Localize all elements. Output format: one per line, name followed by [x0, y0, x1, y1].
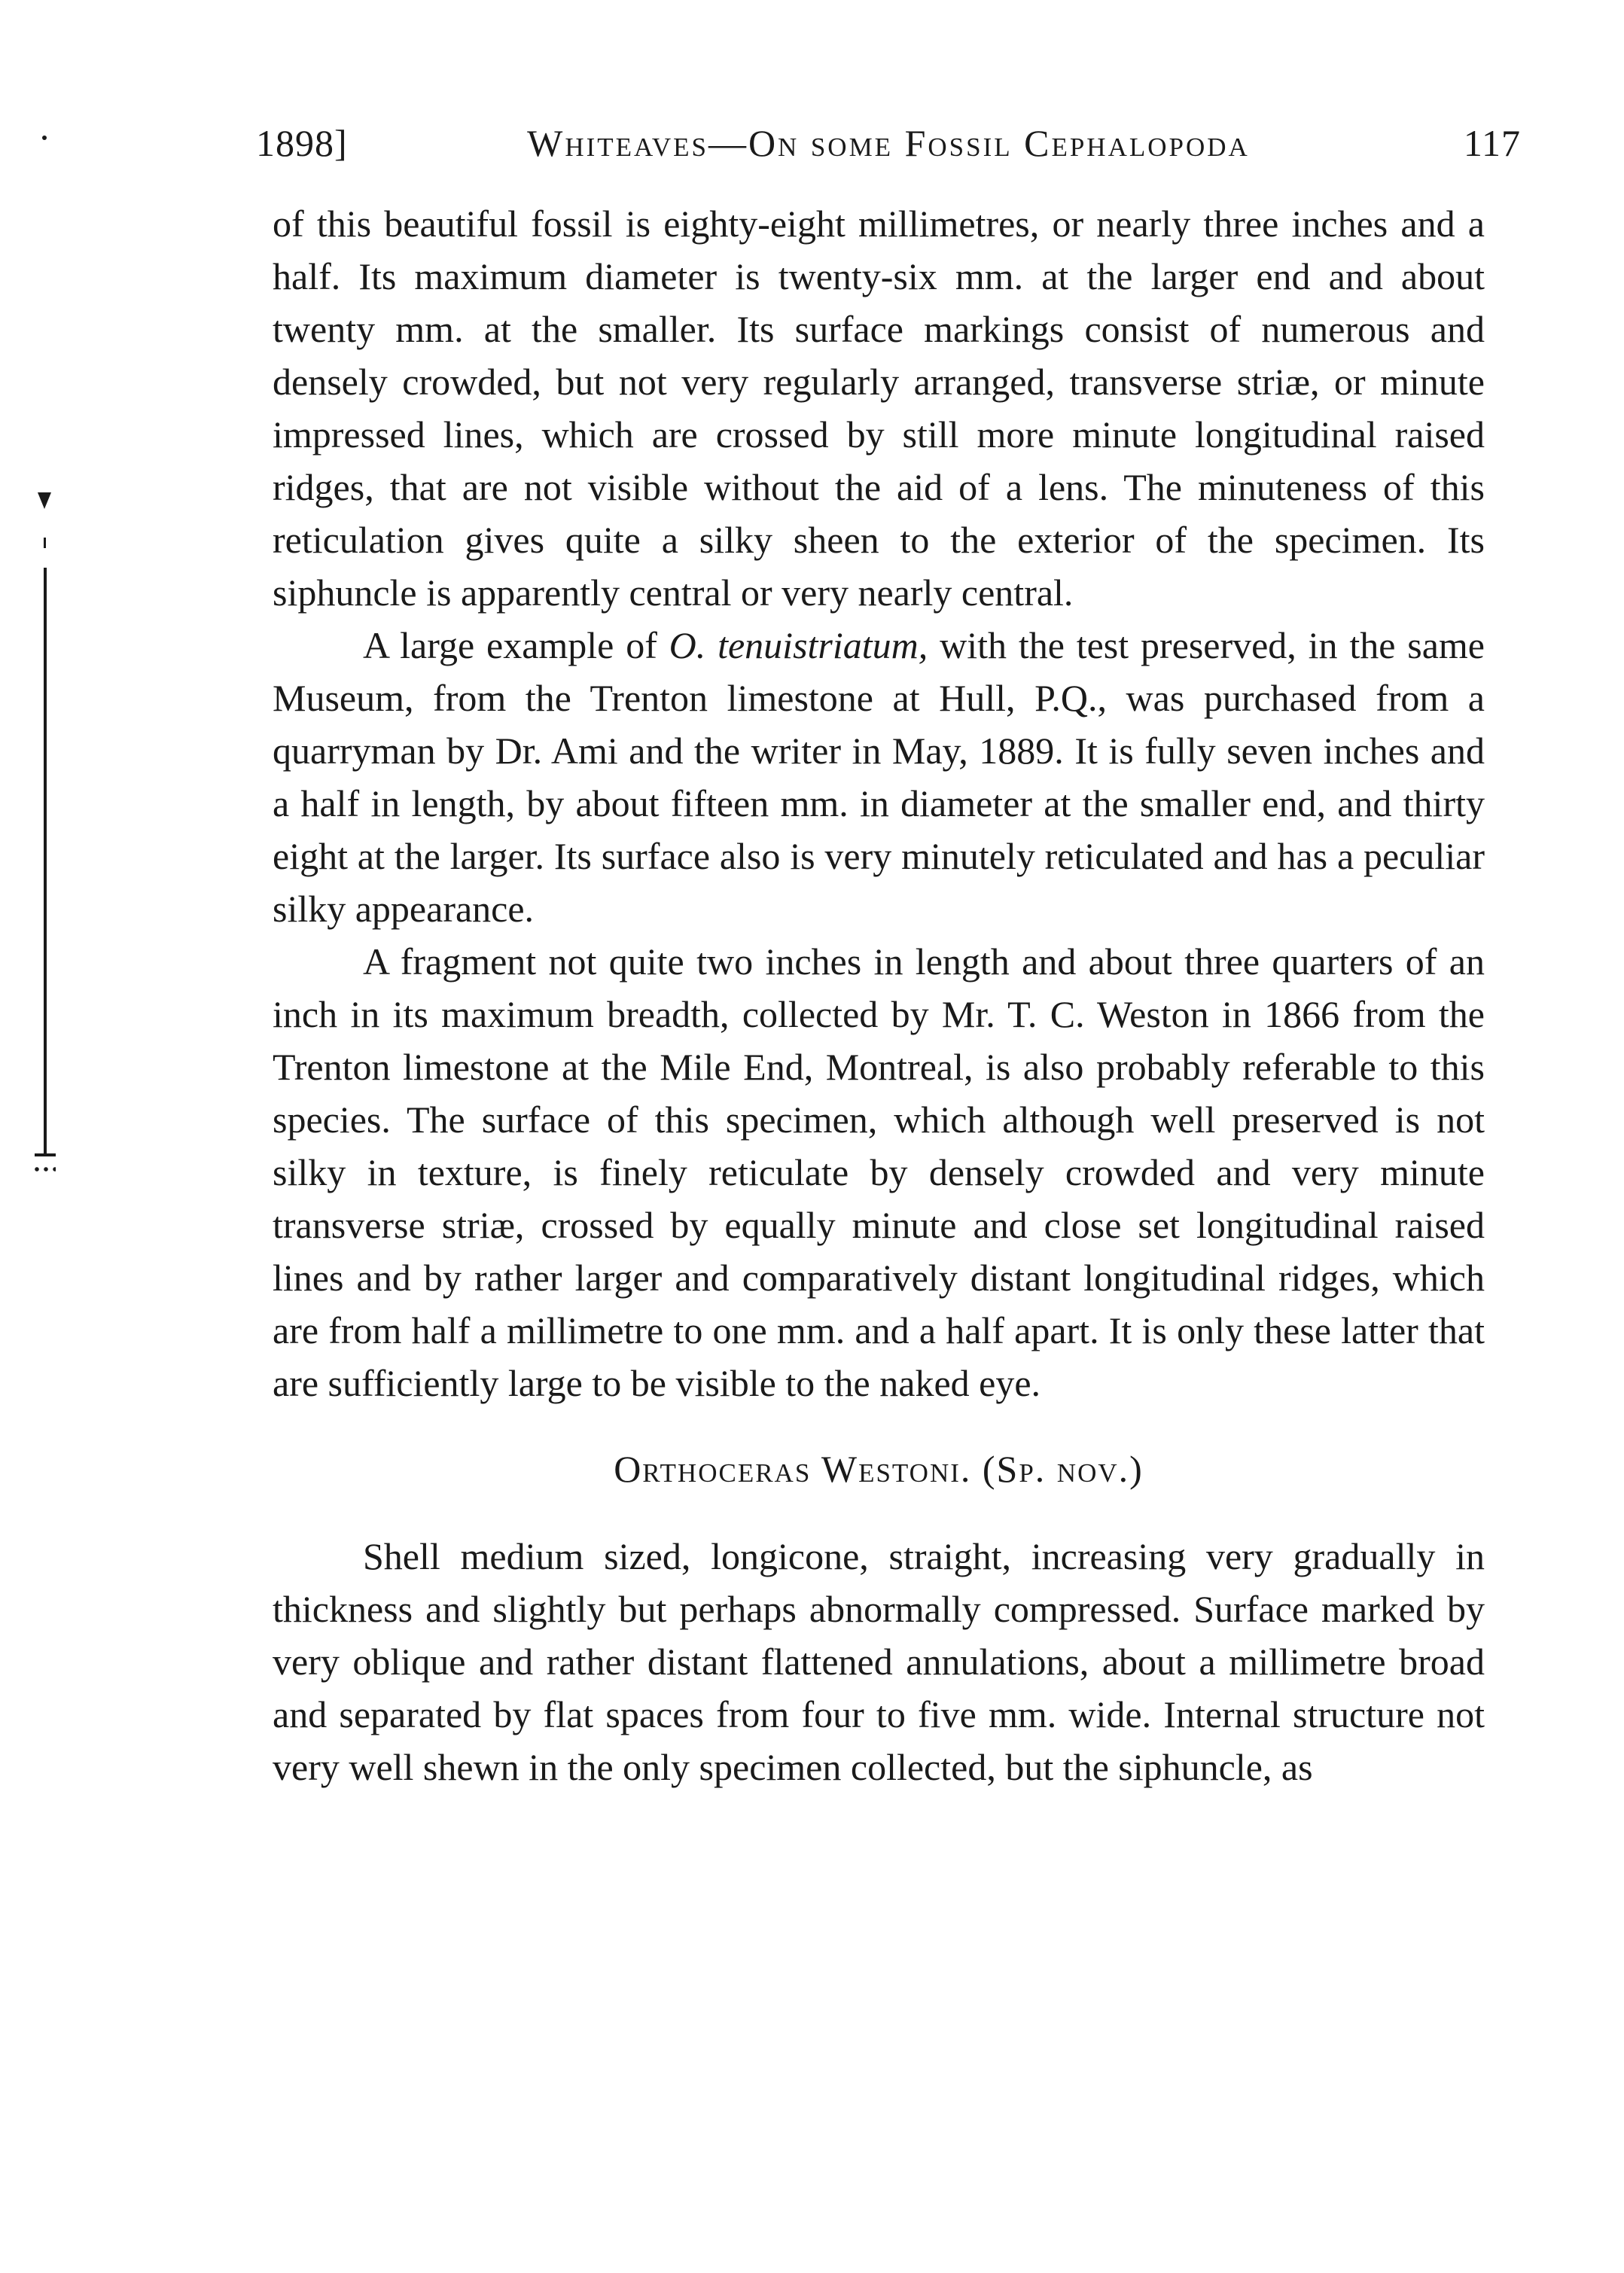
margin-arrow-icon — [38, 492, 51, 509]
header-running-title: Whiteaves—On some Fossil Cephalopoda — [527, 122, 1250, 164]
body-text — [273, 197, 1485, 1793]
section-heading: Orthoceras Westoni. (Sp. nov.) — [614, 1448, 1144, 1490]
paragraph-3: A fragment not quite two inches in length and about three quarters of an inch in its maximum breadth, collected by Mr. T. C. Weston in 1866 from the Trenton limestone at the Mile End, Montreal, is also probably referable to this species. The surface of this specimen, which although well preserved is not silky in texture, is finely reticulate by densely crowded and very minute transverse striæ, crossed by equally minute and close set longitudinal raised lines and by rather larger and comparatively distant longitudinal ridges, which are from half a millimetre to one mm. and a half apart. It is only these latter that are sufficiently large to be visible to the naked eye. — [273, 940, 1485, 1404]
paragraph-1: of this beautiful fossil is eighty-eight millimetres, or nearly three inches and a half. Its maximum diameter is twenty-six mm. at the larger end and about twenty mm. at the smaller. Its surface markings consist of numerous and densely crowded, but not very regularly arranged, transverse striæ, or minute impressed lines, which are crossed by still more minute longitudinal raised ridges, that are not visible without the aid of a lens. The minuteness of this reticulation gives quite a silky sheen to the exterior of the specimen. Its siphuncle is apparently central or very nearly central. — [273, 203, 1485, 614]
margin-vertical-line — [44, 568, 47, 1155]
paragraph-2 — [273, 619, 1485, 935]
margin-bracket-foot — [35, 1153, 56, 1156]
margin-dots — [35, 1167, 56, 1172]
species-name-italic: O. tenuistriatum, — [669, 624, 928, 666]
running-header — [256, 113, 1521, 173]
margin-dot-mark — [42, 136, 47, 140]
margin-bracket-mark — [33, 492, 56, 1185]
header-year: 1898] — [256, 122, 348, 164]
paragraph-2-rest: with the test preserved, in the same Museum, from the Trenton limestone at Hull, P.Q., was purchased from a quarryman by Dr. Ami and the writer in May, 1889. It is fully seven inches and a half in length, by about fifteen mm. in diameter at the smaller end, and thirty eight at the larger. Its surface also is very minutely reticulated and has a peculiar silky appearance. — [273, 624, 1485, 930]
paragraph-2-start: A large example of — [363, 624, 669, 666]
margin-tick — [44, 538, 46, 548]
paragraph-4: Shell medium sized, longicone, straight, increasing very gradually in thickness and slightly but perhaps abnormally compressed. Surface marked by very oblique and rather distant flattened annulations, about a millimetre broad and separated by flat spaces from four to five mm. wide. Internal structure not very well shewn in the only specimen collected, but the siphuncle, as — [273, 1535, 1485, 1788]
header-page-number: 117 — [1463, 122, 1521, 164]
